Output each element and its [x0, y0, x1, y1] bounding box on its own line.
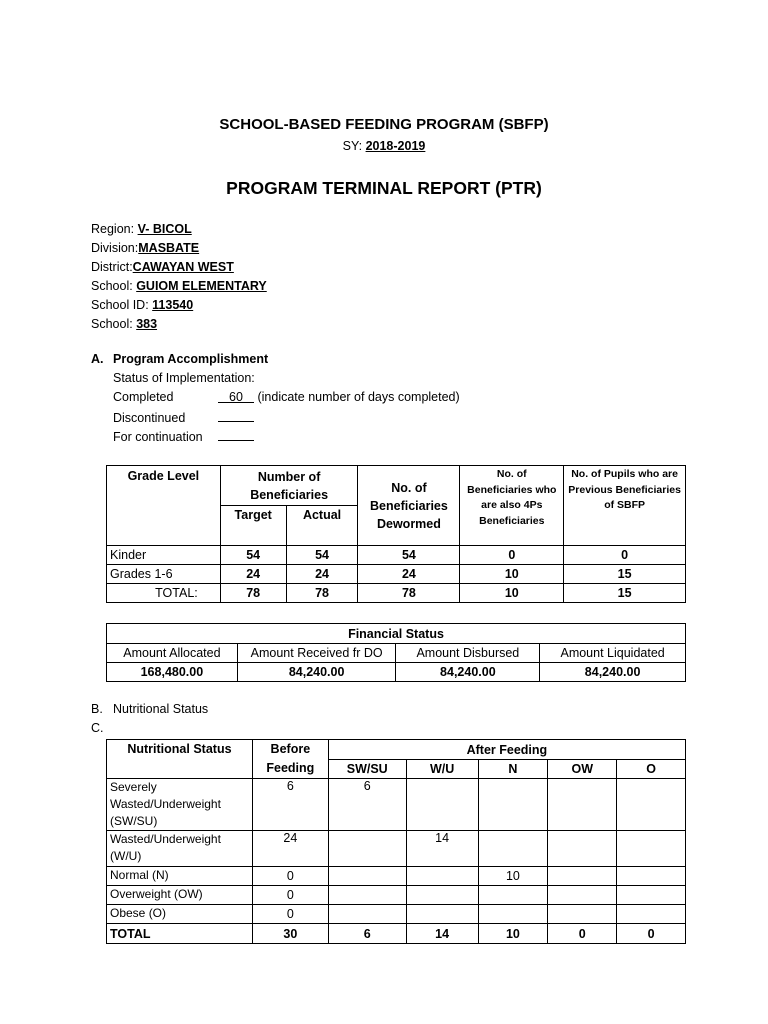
info-label: Division: [91, 241, 139, 255]
sw-su-cell: 6 [328, 924, 406, 944]
header-amount-liquidated: Amount Liquidated [540, 644, 686, 663]
ow-cell [548, 867, 617, 886]
actual-cell: 54 [286, 546, 358, 565]
table-row [107, 831, 686, 867]
ow-cell [548, 905, 617, 924]
financial-value-row [107, 663, 686, 682]
sy-label: SY: [342, 139, 363, 153]
target-cell: 54 [220, 546, 286, 565]
continuation-blank [218, 428, 254, 441]
sw-su-cell [328, 886, 406, 905]
school-info [91, 220, 267, 334]
o-cell [617, 905, 686, 924]
info-label: School: [91, 317, 133, 331]
header-dewormed: No. of Beneficiaries Dewormed [358, 466, 460, 546]
info-row-region [91, 220, 267, 239]
header-nutritional-status: Nutritional Status [107, 740, 253, 779]
info-row-school-id [91, 296, 267, 315]
grade-cell: Grades 1-6 [107, 565, 221, 584]
n-cell [478, 779, 548, 831]
before-cell: 0 [252, 867, 328, 886]
previous-cell: 15 [564, 565, 686, 584]
status-cell: Wasted/Underweight (W/U) [107, 831, 253, 867]
continuation-label: For continuation [113, 430, 203, 444]
section-c-marker: C. [91, 721, 104, 735]
header-previous: No. of Pupils who are Previous Beneficiaries of SBFP [564, 466, 686, 546]
table-row [107, 867, 686, 886]
sw-su-cell: 6 [328, 779, 406, 831]
before-cell: 0 [252, 886, 328, 905]
table-header-row [107, 466, 686, 506]
amount-liquidated: 84,240.00 [540, 663, 686, 682]
o-cell [617, 779, 686, 831]
header-n: N [478, 760, 548, 779]
n-cell: 10 [478, 924, 548, 944]
table-row [107, 546, 686, 565]
n-cell [478, 886, 548, 905]
table-row [107, 779, 686, 831]
header-amount-allocated: Amount Allocated [107, 644, 238, 663]
info-value: 383 [136, 317, 158, 331]
before-cell: 30 [252, 924, 328, 944]
w-u-cell: 14 [406, 831, 478, 867]
discontinued-blank [218, 409, 254, 422]
status-cell: Normal (N) [107, 867, 253, 886]
completed-row [113, 390, 533, 409]
o-cell [617, 886, 686, 905]
discontinued-row [113, 409, 533, 428]
status-label: Status of Implementation: [113, 371, 255, 385]
status-cell: Overweight (OW) [107, 886, 253, 905]
info-value: 113540 [152, 298, 194, 312]
info-row-district [91, 258, 267, 277]
section-b-marker: B. [91, 702, 103, 716]
header-ow: OW [548, 760, 617, 779]
before-cell: 6 [252, 779, 328, 831]
actual-cell: 24 [286, 565, 358, 584]
sw-su-cell [328, 905, 406, 924]
info-value: CAWAYAN WEST [132, 260, 234, 274]
dewormed-cell: 54 [358, 546, 460, 565]
info-value: GUIOM ELEMENTARY [136, 279, 267, 293]
table-row [107, 905, 686, 924]
header-before-feeding: Before Feeding [252, 740, 328, 779]
header-w-u: W/U [406, 760, 478, 779]
info-label: School: [91, 279, 133, 293]
continuation-row [113, 428, 533, 447]
info-row-school [91, 277, 267, 296]
info-row-school-count [91, 315, 267, 334]
table-row-total [107, 584, 686, 603]
financial-title-row [107, 624, 686, 644]
sy-value: 2018-2019 [365, 139, 426, 153]
sw-su-cell [328, 867, 406, 886]
four-ps-cell: 10 [460, 584, 564, 603]
w-u-cell [406, 905, 478, 924]
grade-cell: Kinder [107, 546, 221, 565]
o-cell [617, 867, 686, 886]
n-cell [478, 905, 548, 924]
previous-cell: 15 [564, 584, 686, 603]
beneficiaries-table [106, 465, 686, 603]
amount-allocated: 168,480.00 [107, 663, 238, 682]
program-title: SCHOOL-BASED FEEDING PROGRAM (SBFP) [219, 116, 549, 133]
w-u-cell [406, 779, 478, 831]
sw-su-cell [328, 831, 406, 867]
header-4ps: No. of Beneficiaries who are also 4Ps Beneficiaries [460, 466, 564, 546]
actual-cell: 78 [286, 584, 358, 603]
header-o: O [617, 760, 686, 779]
previous-cell: 0 [564, 546, 686, 565]
status-cell: Obese (O) [107, 905, 253, 924]
w-u-cell [406, 886, 478, 905]
discontinued-label: Discontinued [113, 411, 186, 425]
financial-title: Financial Status [107, 624, 686, 644]
nutrition-header-row [107, 740, 686, 760]
section-a-marker: A. [91, 352, 104, 366]
info-label: Region: [91, 222, 135, 236]
section-a [113, 352, 533, 447]
info-row-division [91, 239, 267, 258]
header-grade-level: Grade Level [107, 466, 221, 546]
four-ps-cell: 10 [460, 565, 564, 584]
status-cell: Severely Wasted/Underweight (SW/SU) [107, 779, 253, 831]
header-amount-received: Amount Received fr DO [237, 644, 396, 663]
header-sw-su: SW/SU [328, 760, 406, 779]
status-cell: TOTAL [107, 924, 253, 944]
info-value: MASBATE [138, 241, 200, 255]
financial-header-row [107, 644, 686, 663]
dewormed-cell: 78 [358, 584, 460, 603]
n-cell: 10 [478, 867, 548, 886]
amount-received: 84,240.00 [237, 663, 396, 682]
info-label: District: [91, 260, 133, 274]
header-after-feeding: After Feeding [328, 740, 685, 760]
school-year [0, 139, 768, 153]
ow-cell [548, 886, 617, 905]
four-ps-cell: 0 [460, 546, 564, 565]
w-u-cell: 14 [406, 924, 478, 944]
before-cell: 0 [252, 905, 328, 924]
o-cell [617, 831, 686, 867]
w-u-cell [406, 867, 478, 886]
info-label: School ID: [91, 298, 149, 312]
target-cell: 24 [220, 565, 286, 584]
table-row [107, 886, 686, 905]
completed-label: Completed [113, 390, 174, 404]
report-title: PROGRAM TERMINAL REPORT (PTR) [226, 178, 542, 198]
ow-cell [548, 779, 617, 831]
amount-disbursed: 84,240.00 [396, 663, 540, 682]
section-b-title: Nutritional Status [113, 702, 209, 716]
header-amount-disbursed: Amount Disbursed [396, 644, 540, 663]
table-row-total [107, 924, 686, 944]
section-a-title: Program Accomplishment [113, 352, 269, 366]
grade-cell: TOTAL: [107, 584, 221, 603]
header-actual: Actual [286, 506, 358, 546]
target-cell: 78 [220, 584, 286, 603]
completed-note: (indicate number of days completed) [257, 390, 460, 404]
before-cell: 24 [252, 831, 328, 867]
dewormed-cell: 24 [358, 565, 460, 584]
completed-days-field: 60 [218, 390, 254, 403]
n-cell [478, 831, 548, 867]
ow-cell: 0 [548, 924, 617, 944]
ow-cell [548, 831, 617, 867]
table-row [107, 565, 686, 584]
header-target: Target [220, 506, 286, 546]
financial-table [106, 623, 686, 682]
nutrition-table [106, 739, 686, 944]
o-cell: 0 [617, 924, 686, 944]
header-number-of-beneficiaries: Number of Beneficiaries [220, 466, 358, 506]
info-value: V- BICOL [137, 222, 192, 236]
